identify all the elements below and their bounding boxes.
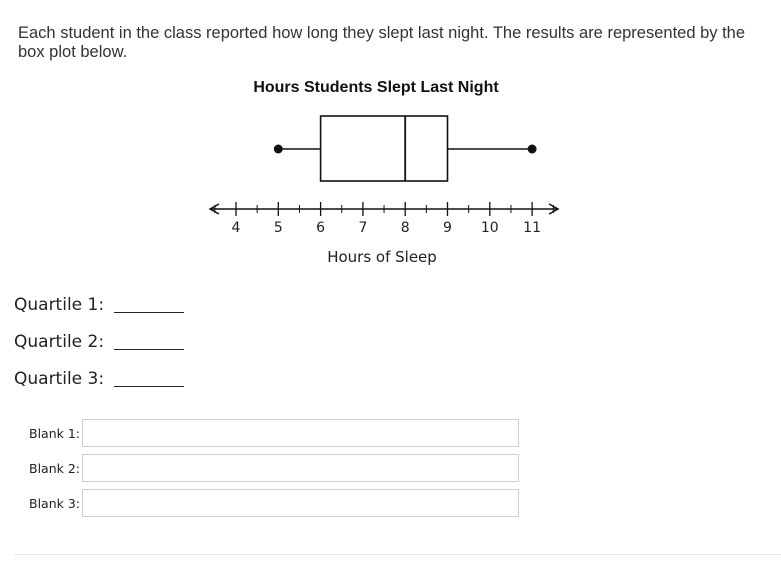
quartile-1-row [14, 295, 184, 315]
tick-label-8: 8 [400, 220, 410, 236]
tick-label-7: 7 [358, 220, 368, 236]
quartile-2-answer-line [114, 348, 184, 350]
min-point [274, 145, 283, 154]
blank-2-label: Blank 2: [29, 460, 81, 476]
blank-1-label: Blank 1: [29, 425, 81, 441]
quartile-2-label: Quartile 2: [14, 332, 105, 352]
quartile-3-label: Quartile 3: [14, 369, 105, 389]
tick-label-9: 9 [443, 220, 452, 236]
blank-3-label: Blank 3: [29, 495, 81, 511]
blank-2-input[interactable] [82, 454, 519, 482]
max-point [528, 145, 537, 154]
blank-2-row [29, 454, 519, 482]
blank-1-row [29, 419, 519, 447]
question-prompt: Each student in the class reported how long they slept last night. The results are represented by the box plot below. [18, 24, 746, 61]
blank-3-input[interactable] [82, 489, 519, 517]
tick-label-5: 5 [273, 220, 283, 236]
quartile-3-row [14, 369, 184, 389]
tick-label-6: 6 [316, 220, 326, 236]
quartile-1-label: Quartile 1: [14, 295, 105, 315]
quartile-2-row [14, 332, 184, 352]
x-axis-label: Hours of Sleep [327, 248, 437, 266]
blank-1-input[interactable] [82, 419, 519, 447]
box-plot-chart [0, 0, 781, 280]
chart-title: Hours Students Slept Last Night [253, 79, 499, 96]
quartile-3-answer-line [114, 385, 184, 387]
quartile-1-answer-line [114, 311, 184, 313]
tick-label-4: 4 [231, 220, 241, 236]
iqr-box [321, 116, 448, 181]
tick-label-10: 10 [480, 220, 499, 236]
tick-label-11: 11 [523, 220, 542, 236]
bottom-divider [14, 554, 781, 555]
blank-3-row [29, 489, 519, 517]
